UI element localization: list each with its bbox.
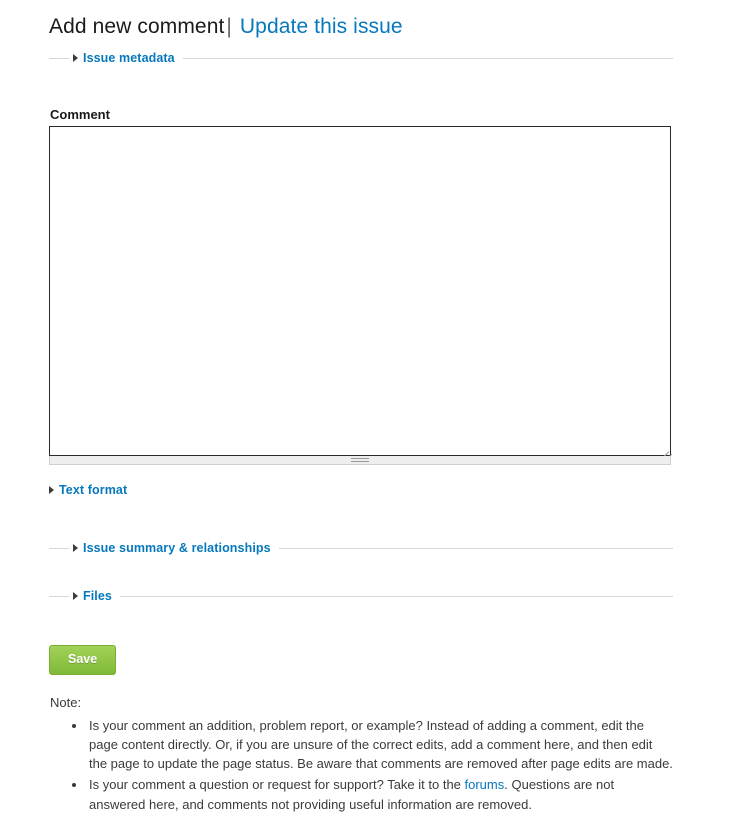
comment-field-wrap (49, 126, 671, 456)
title-separator: | (226, 15, 232, 38)
save-button[interactable]: Save (49, 645, 116, 675)
textarea-grippie[interactable] (49, 456, 671, 465)
chevron-right-icon (49, 486, 54, 494)
rule-left (49, 548, 69, 549)
issue-metadata-fieldset (49, 49, 673, 67)
text-format-fieldset (49, 481, 673, 499)
issue-summary-label: Issue summary & relationships (83, 541, 271, 556)
rule-left (49, 58, 69, 59)
spacer (49, 557, 673, 587)
text-format-label: Text format (59, 483, 128, 498)
spacer (49, 499, 673, 539)
files-toggle[interactable] (69, 589, 114, 603)
note-title: Note: (50, 694, 82, 710)
chevron-right-icon (73, 592, 78, 600)
issue-metadata-label: Issue metadata (83, 51, 175, 66)
page-title (49, 14, 673, 39)
rule-right (183, 58, 673, 59)
files-label: Files (83, 589, 112, 604)
rule-left (49, 596, 69, 597)
text-format-toggle[interactable] (49, 483, 129, 497)
spacer (49, 465, 673, 481)
note-item-text-after: . Questions are not answered here, and comments not providing useful information are removed. (89, 777, 615, 812)
spacer (49, 67, 673, 107)
forums-link[interactable]: forums (464, 777, 505, 793)
issue-summary-toggle[interactable] (69, 541, 273, 555)
issue-metadata-toggle[interactable] (69, 51, 177, 65)
list-item (87, 716, 673, 774)
chevron-right-icon (73, 544, 78, 552)
page-title-text: Add new comment (49, 15, 225, 38)
comment-input[interactable] (49, 126, 671, 456)
files-fieldset (49, 587, 673, 605)
rule-right (120, 596, 673, 597)
note-list (49, 716, 673, 814)
note-item-text: Is your comment a question or request for support? Take it to the (89, 777, 465, 793)
comment-label: Comment (50, 107, 110, 123)
update-this-issue-link[interactable]: Update this issue (239, 15, 403, 38)
list-item (87, 775, 673, 813)
spacer (49, 605, 673, 645)
chevron-right-icon (73, 54, 78, 62)
note-item-text: Is your comment an addition, problem report, or example? Instead of adding a comment, edit the page content directly. Or, if you are unsure of the correct edits, add a comment here, and then edit the page to update the page status. Be aware that comments are removed after page edits are made. (89, 717, 673, 772)
issue-summary-fieldset (49, 539, 673, 557)
rule-right (279, 548, 673, 549)
